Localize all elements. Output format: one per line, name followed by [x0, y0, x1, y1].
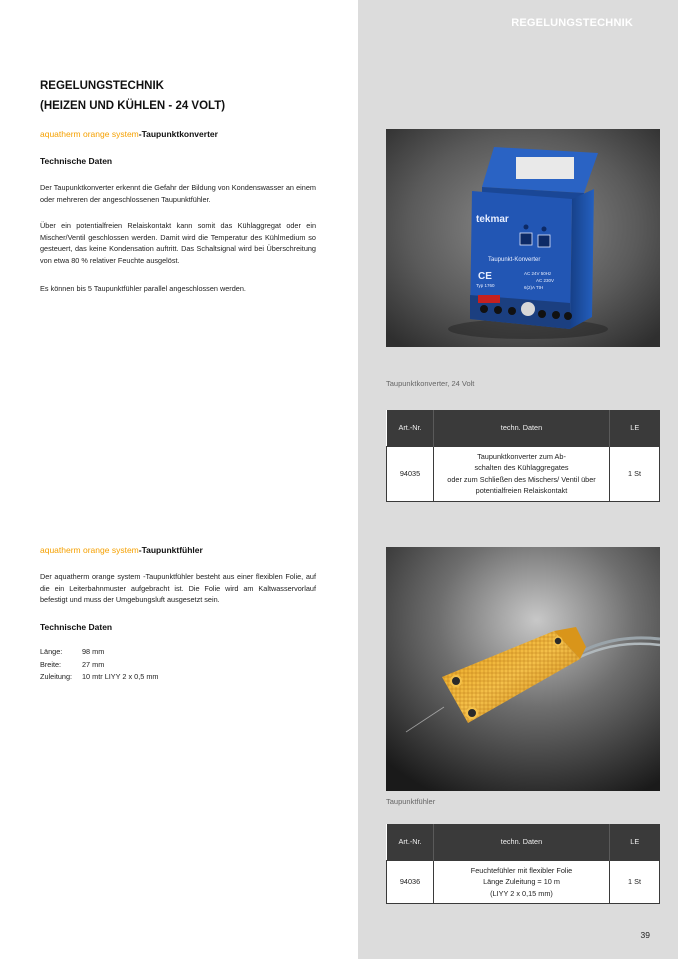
product1-tech-heading: Technische Daten — [40, 156, 113, 166]
description-line: (LIYY 2 x 0,15 mm) — [490, 888, 553, 898]
description-cell — [434, 446, 610, 501]
table-header-row — [387, 824, 660, 860]
col-art-nr: Art.-Nr. — [387, 410, 434, 446]
col-le: LE — [610, 410, 660, 446]
spec-value: 98 mm — [82, 647, 105, 656]
le-cell: 1 St — [610, 860, 660, 904]
title-line-2: (HEIZEN UND KÜHLEN - 24 VOLT) — [40, 100, 226, 112]
art-nr-cell: 94036 — [387, 860, 434, 904]
title-line-1: REGELUNGSTECHNIK — [40, 80, 164, 92]
device-spec-3: 6(2)A TtH — [524, 285, 544, 290]
table-row — [387, 446, 660, 501]
product2-caption: Taupunktfühler — [386, 797, 436, 806]
table-row — [387, 860, 660, 904]
page-title — [40, 76, 225, 116]
spec-row-width — [40, 659, 159, 672]
table-header-row — [387, 410, 660, 446]
product2-name: -Taupunktfühler — [138, 545, 203, 555]
col-le: LE — [610, 824, 660, 860]
device-type-text: Typ 1760 — [476, 283, 495, 288]
device-spec-2: AC 230V — [536, 278, 555, 283]
spec-key: Länge: — [40, 647, 63, 656]
description-line: potentialfreien Relaiskontakt — [475, 486, 568, 495]
product2-tech-heading: Technische Daten — [40, 622, 113, 632]
product1-photo — [386, 129, 660, 347]
product2-paragraph: Der aquatherm orange system -Taupunktfühler besteht aus einer flexiblen Folie, auf die ein Leiterbahnmuster aufgebracht ist. Die Folie wird am Kaltwasservorlauf befestigt und muss der Umgebungsluft ausgesetzt sein. — [40, 572, 316, 604]
col-art-nr: Art.-Nr. — [387, 824, 434, 860]
product2-specs — [40, 646, 159, 684]
product2-table — [386, 824, 660, 904]
description-line: oder zum Schließen des Mischers/ Ventil über — [447, 474, 596, 484]
device-spec-1: AC 24V 50Hz — [524, 271, 552, 276]
product1-brand: aquatherm orange system — [40, 129, 139, 139]
art-nr-cell: 94035 — [387, 446, 434, 501]
product1-table — [386, 410, 660, 502]
product2-photo — [386, 547, 660, 791]
spec-value: 27 mm — [82, 659, 105, 669]
description-line: Feuchtefühler mit flexibler Folie — [470, 865, 573, 875]
spec-key: Zuleitung: — [40, 672, 73, 681]
description-line: Taupunktkonverter zum Ab- — [477, 451, 566, 461]
product1-paragraph-1: Der Taupunktkonverter erkennt die Gefahr der Bildung von Kondenswasser an einem oder mehreren der angeschlossenen Taupunktfühler. — [40, 183, 316, 204]
product2-heading — [40, 545, 203, 555]
device-brand-text: tekmar — [476, 214, 509, 225]
spec-row-length — [40, 646, 159, 659]
device-label-text: Taupunkt-Konverter — [488, 257, 541, 263]
description-cell — [434, 860, 610, 904]
product1-paragraph-2: Über ein potentialfreien Relaiskontakt kann somit das Kühlaggregat oder ein Mischer/Ventil geschlossen werden. Damit wird die Temperatur des Kühlmedium so gesteuert, das keine Kondensation auftritt. Das Schaltsignal wird bei Überschreitung von etwa 80 % relativer Feuchte ausgelöst. — [40, 221, 316, 265]
description-line: schalten des Kühlaggregates — [474, 463, 569, 472]
product1-paragraph-3: Es können bis 5 Taupunktfühler parallel angeschlossen werden. — [40, 284, 246, 293]
product1-caption: Taupunktkonverter, 24 Volt — [386, 379, 475, 388]
col-techn-daten: techn. Daten — [434, 824, 610, 860]
product1-heading — [40, 129, 218, 139]
product1-name: -Taupunktkonverter — [138, 129, 218, 139]
spec-row-cable — [40, 671, 159, 684]
le-cell: 1 St — [610, 446, 660, 501]
col-techn-daten: techn. Daten — [434, 410, 610, 446]
section-header: REGELUNGSTECHNIK — [511, 17, 633, 29]
spec-key: Breite: — [40, 659, 62, 669]
description-line: Länge Zuleitung = 10 m — [483, 877, 560, 886]
page-number: 39 — [640, 930, 650, 940]
product2-brand: aquatherm orange system — [40, 545, 139, 555]
svg-text:CE: CE — [478, 271, 492, 282]
spec-value: 10 mtr LIYY 2 x 0,5 mm — [82, 672, 159, 681]
